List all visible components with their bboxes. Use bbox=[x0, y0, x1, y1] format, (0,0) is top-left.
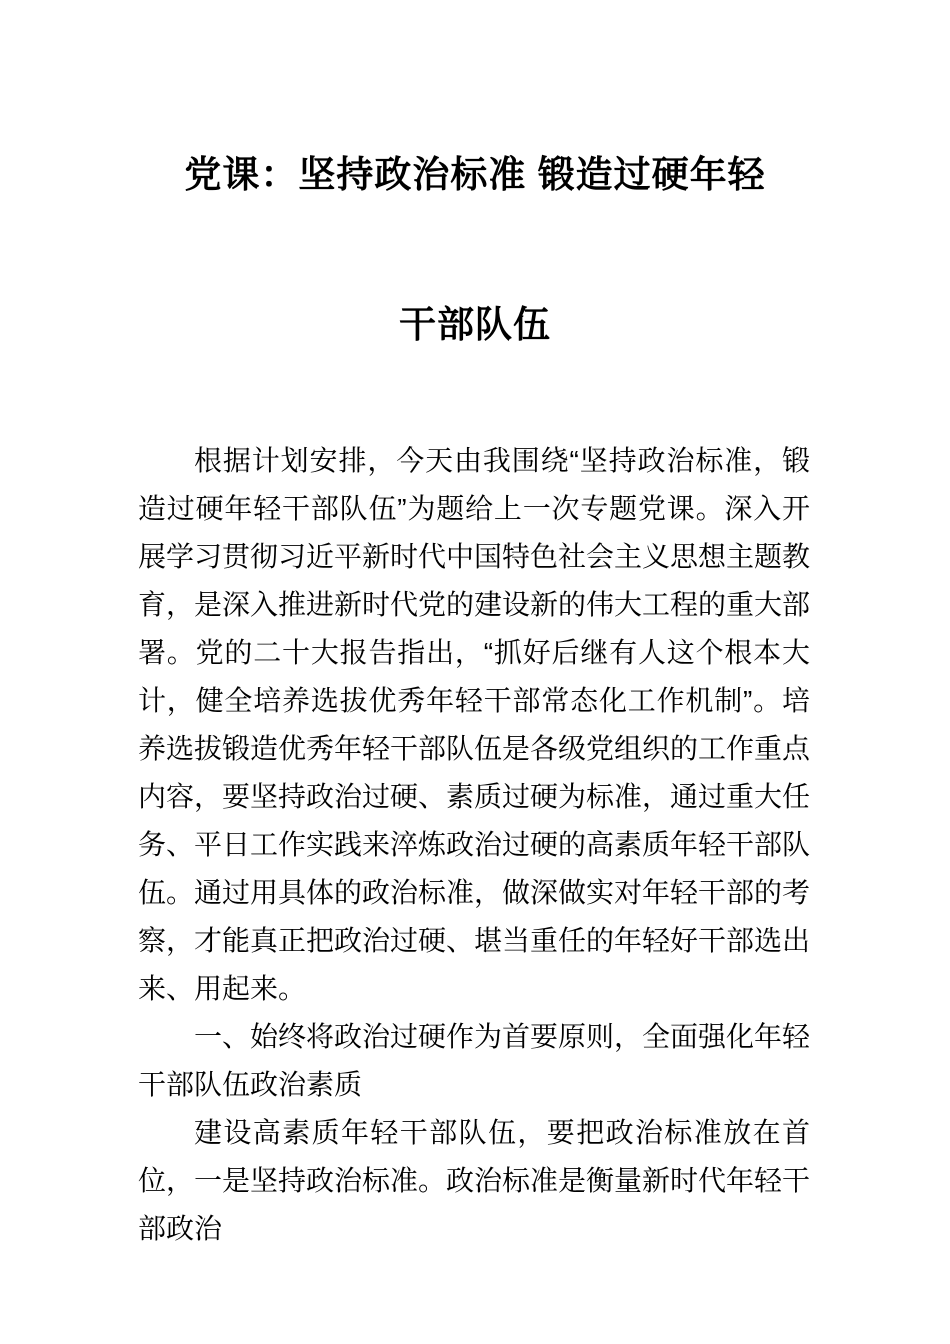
document-body bbox=[138, 437, 810, 1253]
paragraph-section-body: 建设高素质年轻干部队伍，要把政治标准放在首位，一是坚持政治标准。政治标准是衡量新时代年轻干部政治 bbox=[138, 1117, 811, 1244]
document-title-line2: 干部队伍 bbox=[399, 304, 551, 345]
paragraph-section-heading: 一、始终将政治过硬作为首要原则，全面强化年轻干部队伍政治素质 bbox=[138, 1021, 811, 1100]
document-title-line1: 党课：坚持政治标准 锻造过硬年轻 bbox=[184, 154, 766, 195]
paragraph-intro: 根据计划安排，今天由我围绕“坚持政治标准，锻造过硬年轻干部队伍”为题给上一次专题党课。深入开展学习贯彻习近平新时代中国特色社会主义思想主题教育，是深入推进新时代党的建设新的伟大工程的重大部署。党的二十大报告指出，“抓好后继有人这个根本大计，健全培养选拔优秀年轻干部常态化工作机制”。培养选拔锻造优秀年轻干部队伍是各级党组织的工作重点内容，要坚持政治过硬、素质过硬为标准，通过重大任务、平日工作实践来淬炼政治过硬的高素质年轻干部队伍。通过用具体的政治标准，做深做实对年轻干部的考察，才能真正把政治过硬、堪当重任的年轻好干部选出来、用起来。 bbox=[138, 445, 811, 1004]
